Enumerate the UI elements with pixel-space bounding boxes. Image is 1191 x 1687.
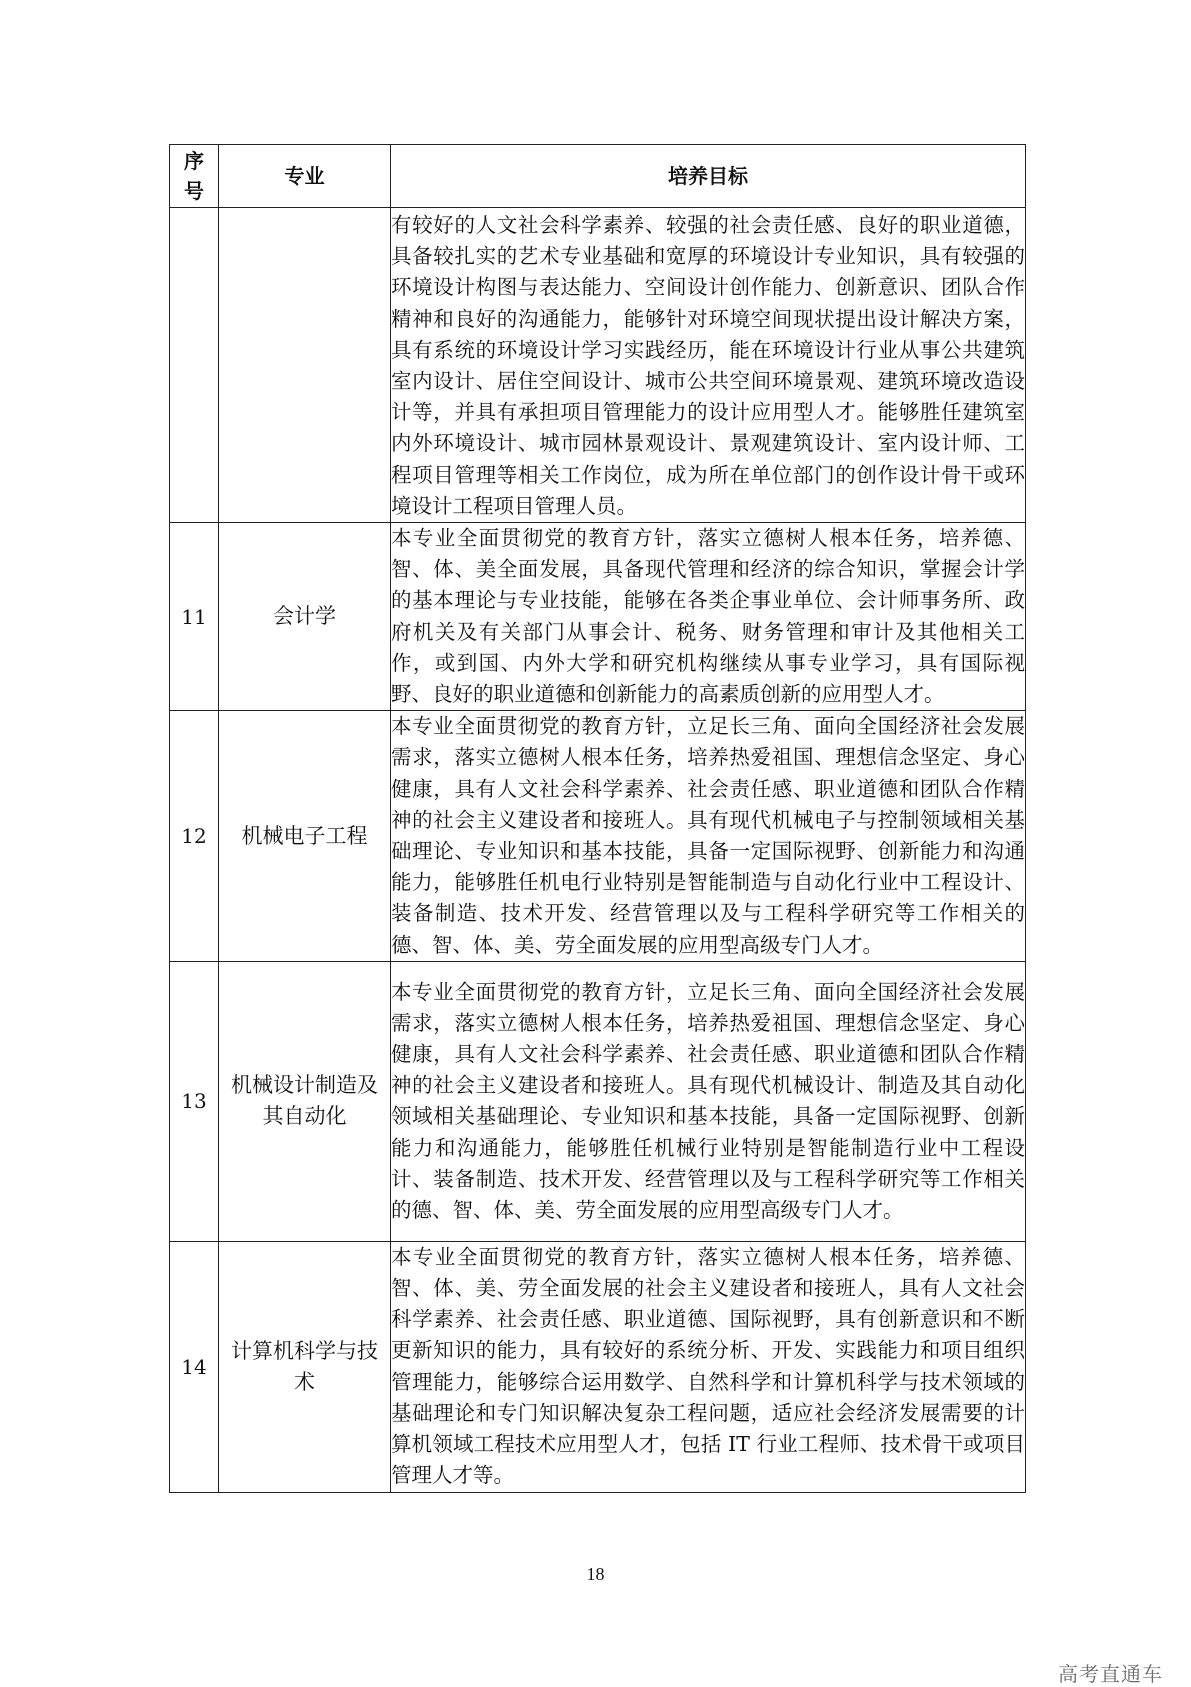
- row-number: 12: [170, 711, 219, 962]
- table-row: [170, 711, 1026, 962]
- watermark-text: 高考直通车: [1058, 1662, 1163, 1686]
- table-row: [170, 523, 1026, 711]
- training-goals-table: [169, 144, 1026, 1493]
- header-major: 专业: [219, 145, 391, 208]
- table-row: [170, 208, 1026, 523]
- row-number: 14: [170, 1241, 219, 1492]
- row-goal: 本专业全面贯彻党的教育方针，立足长三角、面向全国经济社会发展需求，落实立德树人根本任务，培养热爱祖国、理想信念坚定、身心健康，具有人文社会科学素养、社会责任感、职业道德和团队合作精神的社会主义建设者和接班人。具有现代机械设计、制造及其自动化领域相关基础理论、专业知识和基本技能，具备一定国际视野、创新能力和沟通能力，能够胜任机械行业特别是智能制造行业中工程设计、装备制造、技术开发、经营管理以及与工程科学研究等工作相关的德、智、体、美、劳全面发展的应用型高级专门人才。: [391, 961, 1026, 1241]
- row-major-line: 机械设计制造及: [231, 1073, 378, 1098]
- row-major-line: 其自动化: [262, 1104, 347, 1129]
- row-number: 11: [170, 523, 219, 711]
- row-major-line: 计算机科学与技: [231, 1338, 378, 1363]
- row-major: [219, 961, 391, 1241]
- row-major-line: 会计学: [273, 604, 336, 629]
- header-number: [170, 145, 219, 208]
- row-major-line: 机械电子工程: [241, 823, 368, 848]
- row-goal: 本专业全面贯彻党的教育方针，立足长三角、面向全国经济社会发展需求，落实立德树人根本任务，培养热爱祖国、理想信念坚定、身心健康，具有人文社会科学素养、社会责任感、职业道德和团队合作精神的社会主义建设者和接班人。具有现代机械电子与控制领域相关基础理论、专业知识和基本技能，具备一定国际视野、创新能力和沟通能力，能够胜任机电行业特别是智能制造与自动化行业中工程设计、装备制造、技术开发、经营管理以及与工程科学研究等工作相关的德、智、体、美、劳全面发展的应用型高级专门人才。: [391, 711, 1026, 962]
- row-number: 13: [170, 961, 219, 1241]
- table-row: [170, 1241, 1026, 1492]
- row-number: [170, 208, 219, 523]
- header-number-line1: 序: [184, 149, 204, 173]
- row-goal: 本专业全面贯彻党的教育方针，落实立德树人根本任务，培养德、智、体、美、劳全面发展的社会主义建设者和接班人，具有人文社会科学素养、社会责任感、职业道德、国际视野，具有创新意识和不断更新知识的能力，具有较好的系统分析、开发、实践能力和项目组织管理能力，能够综合运用数学、自然科学和计算机科学与技术领域的基础理论和专门知识解决复杂工程问题，适应社会经济发展需要的计算机领域工程技术应用型人才，包括 IT 行业工程师、技术骨干或项目管理人才等。: [391, 1241, 1026, 1492]
- row-major: [219, 1241, 391, 1492]
- row-goal: 本专业全面贯彻党的教育方针，落实立德树人根本任务，培养德、智、体、美全面发展，具备现代管理和经济的综合知识，掌握会计学的基本理论与专业技能，能够在各类企事业单位、会计师事务所、政府机关及有关部门从事会计、税务、财务管理和审计及其他相关工作，或到国、内外大学和研究机构继续从事专业学习，具有国际视野、良好的职业道德和创新能力的高素质创新的应用型人才。: [391, 523, 1026, 711]
- header-number-line2: 号: [184, 179, 204, 203]
- row-major: [219, 711, 391, 962]
- row-major: [219, 523, 391, 711]
- table-row: [170, 961, 1026, 1241]
- page-number: 18: [586, 1564, 605, 1584]
- table-header-row: [170, 145, 1026, 208]
- row-major-line: 术: [294, 1369, 315, 1394]
- row-major: [219, 208, 391, 523]
- row-goal: 有较好的人文社会科学素养、较强的社会责任感、良好的职业道德，具备较扎实的艺术专业基础和宽厚的环境设计专业知识，具有较强的环境设计构图与表达能力、空间设计创作能力、创新意识、团队合作精神和良好的沟通能力，能够针对环境空间现状提出设计解决方案，具有系统的环境设计学习实践经历，能在环境设计行业从事公共建筑室内设计、居住空间设计、城市公共空间环境景观、建筑环境改造设计等，并具有承担项目管理能力的设计应用型人才。能够胜任建筑室内外环境设计、城市园林景观设计、景观建筑设计、室内设计师、工程项目管理等相关工作岗位，成为所在单位部门的创作设计骨干或环境设计工程项目管理人员。: [391, 208, 1026, 523]
- header-goal: 培养目标: [391, 145, 1026, 208]
